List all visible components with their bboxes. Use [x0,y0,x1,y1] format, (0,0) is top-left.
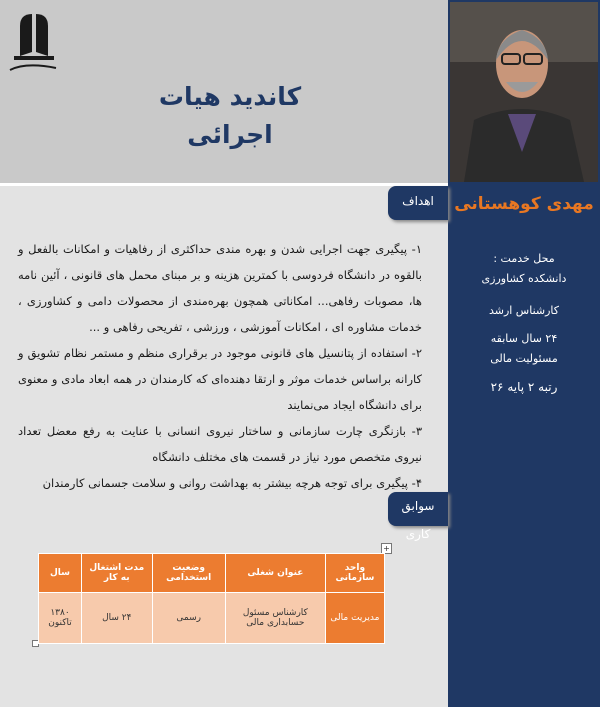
table-cell: ۱۳۸۰ تاکنون [39,593,82,644]
header-divider [0,183,448,186]
title-line-2: اجرائی [187,120,273,149]
workplace-label: محل خدمت : [493,252,555,265]
table-cell: کارشناس مسئول حسابداری مالی [225,593,325,644]
tab-work-history: سوابق کاری [388,492,448,526]
goal-item: ۱- پیگیری جهت اجرایی شدن و بهره مندی حداکثری از رفاهیات و امکانات بالفعل و بالقوه در دانشگاه فردوسی با کمترین هزینه و بر مبنای محمل های قانونی ، آئین نامه ها، مصوبات رفاهی... امکاناتی همچون بهره‌مندی از محصولات دامی و کشاورزی ، خدمات مشاوره ای ، امکانات آموزشی ، ورزشی ، تفریحی رفاهی و ... [18,242,422,334]
col-header: وضعیت استخدامی [152,554,225,593]
candidate-name: مهدی کوهستانی [454,194,594,214]
tab-goals: اهداف [388,186,448,220]
col-header: عنوان شغلی [225,554,325,593]
work-history-table-wrap [38,553,385,644]
table-cell: رسمی [152,593,225,644]
university-logo [6,8,66,80]
rank: رتبه ۲ پایه ۲۶ [490,380,558,394]
workplace-value: دانشکده کشاورزی [481,272,567,285]
title-line-1: کاندید هیات [158,82,302,111]
table-row [39,593,385,644]
col-header: مدت اشتغال به کار [81,554,152,593]
col-header: واحد سازمانی [325,554,384,593]
work-history-table [38,553,385,644]
goal-item: ۳- بازنگری چارت سازمانی و ساختار نیروی انسانی با عنایت به رفع معضل تعداد نیروی متخصص مورد نیاز در قسمت های مختلف دانشگاه [18,424,422,464]
table-move-handle[interactable]: + [381,543,392,554]
goals-list [18,236,422,496]
candidate-photo [450,2,598,182]
page-title [120,78,340,154]
col-header: سال [39,554,82,593]
degree: کارشناس ارشد [488,304,560,317]
experience: ۲۴ سال سابقه [490,332,558,345]
table-cell: مدیریت مالی [325,593,384,644]
position: مسئولیت مالی [490,352,558,365]
goal-item: ۴- پیگیری برای توجه هرچه بیشتر به بهداشت روانی و سلامت جسمانی کارمندان [42,476,422,490]
table-cell: ۲۴ سال [81,593,152,644]
goal-item: ۲- استفاده از پتانسیل های قانونی موجود در برقراری منظم و مستمر نظام تشویق و کارانه براساس خدمات موثر و ارتقا دهنده‌ای که کارمندان در همه ابعاد مادی و معنوی برای دانشگاه ایجاد می‌نمایند [18,346,422,412]
table-header-row [39,554,385,593]
